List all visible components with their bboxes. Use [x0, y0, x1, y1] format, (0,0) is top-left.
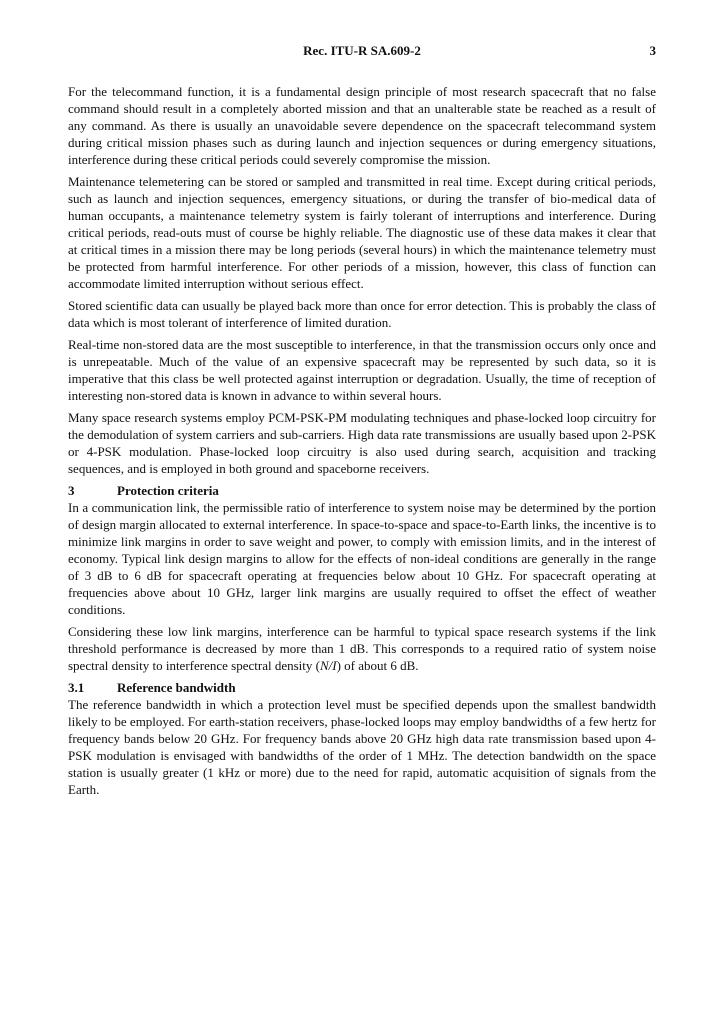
section-heading-reference-bandwidth [68, 679, 656, 696]
section-title: Reference bandwidth [117, 680, 236, 695]
section-number: 3 [68, 483, 75, 498]
paragraph-link-margins: Considering these low link margins, interference can be harmful to typical space research systems if the link threshold performance is decreased by more than 1 dB. This corresponds to a required ratio of system noise spectral density to interference spectral density (N/I) of about 6 dB. [68, 624, 656, 673]
paragraph-telecommand: For the telecommand function, it is a fundamental design principle of most research spacecraft that no false command should result in a completely aborted mission and that an unalterable state be reached as a result of any command. As there is usually an unavoidable severe dependence on the spacecraft telecommand system during critical mission phases such as during launch and injection sequences or during emergency situations, interference during these critical periods could severely compromise the mission. [68, 84, 656, 167]
noise-interference-ratio: N/I [319, 658, 337, 673]
paragraph-stored-scientific-data: Stored scientific data can usually be played back more than once for error detection. This is probably the class of data which is most tolerant of interference of limited duration. [68, 298, 656, 330]
section-number: 3.1 [68, 680, 85, 695]
paragraph-real-time-data: Real-time non-stored data are the most susceptible to interference, in that the transmission occurs only once and is unrepeatable. Much of the value of an expensive spacecraft may be represented by such data, so it is imperative that this class be well protected against interruption or degradation. Usually, the time of reception of interesting non-stored data is known in advance to within several hours. [68, 337, 656, 403]
running-header [68, 43, 656, 61]
paragraph-maintenance-telemetering: Maintenance telemetering can be stored or sampled and transmitted in real time. Except during critical periods, such as launch and injection sequences, emergency situations, or during the transfer of bio-medical data of human occupants, a maintenance telemetry system is fairly tolerant of interruptions and interference. During critical periods, read-outs must of course be highly reliable. The diagnostic use of these data makes it clear that at critical times in a mission there may be long periods (several hours) in which the maintenance telemetry must be protected from harmful interference. For other periods of a mission, however, this class of function can accommodate limited interruption without serious effect. [68, 174, 656, 291]
document-reference: Rec. ITU-R SA.609-2 [303, 43, 421, 58]
section-title: Protection criteria [117, 483, 219, 498]
document-body [68, 83, 656, 803]
paragraph-protection-criteria: In a communication link, the permissible ratio of interference to system noise may be determined by the portion of design margin allocated to external interference. In space-to-space and space-to-Earth links, the incentive is to minimize link margins in order to save weight and power, to comply with emission limits, and in the interest of economy. Typical link design margins to allow for the effects of non-ideal conditions are generally in the range of 3 dB to 6 dB for spacecraft operating at frequencies below about 10 GHz. For spacecraft operating at frequencies above about 10 GHz, larger link margins are usually required to offset the effect of weather conditions. [68, 500, 656, 617]
page-number: 3 [649, 43, 656, 58]
paragraph-reference-bandwidth: The reference bandwidth in which a protection level must be specified depends upon the smallest bandwidth likely to be employed. For earth-station receivers, phase-locked loops may employ bandwidths of a few hertz for frequency bands below 20 GHz. For frequency bands above 20 GHz high data rate transmission based upon 4-PSK modulation is envisaged with bandwidths of the order of 1 MHz. The detection bandwidth on the space station is usually greater (1 kHz or more) due to the need for rapid, automatic acquisition of signals from the Earth. [68, 697, 656, 797]
section-heading-protection-criteria [68, 482, 656, 499]
paragraph-modulation-techniques: Many space research systems employ PCM-PSK-PM modulating techniques and phase-locked loop circuitry for the demodulation of system carriers and sub-carriers. High data rate transmissions are usually based upon 2-PSK or 4-PSK modulation. Phase-locked loop circuitry is also used during search, acquisition and tracking sequences, and is employed in both ground and spaceborne receivers. [68, 410, 656, 476]
